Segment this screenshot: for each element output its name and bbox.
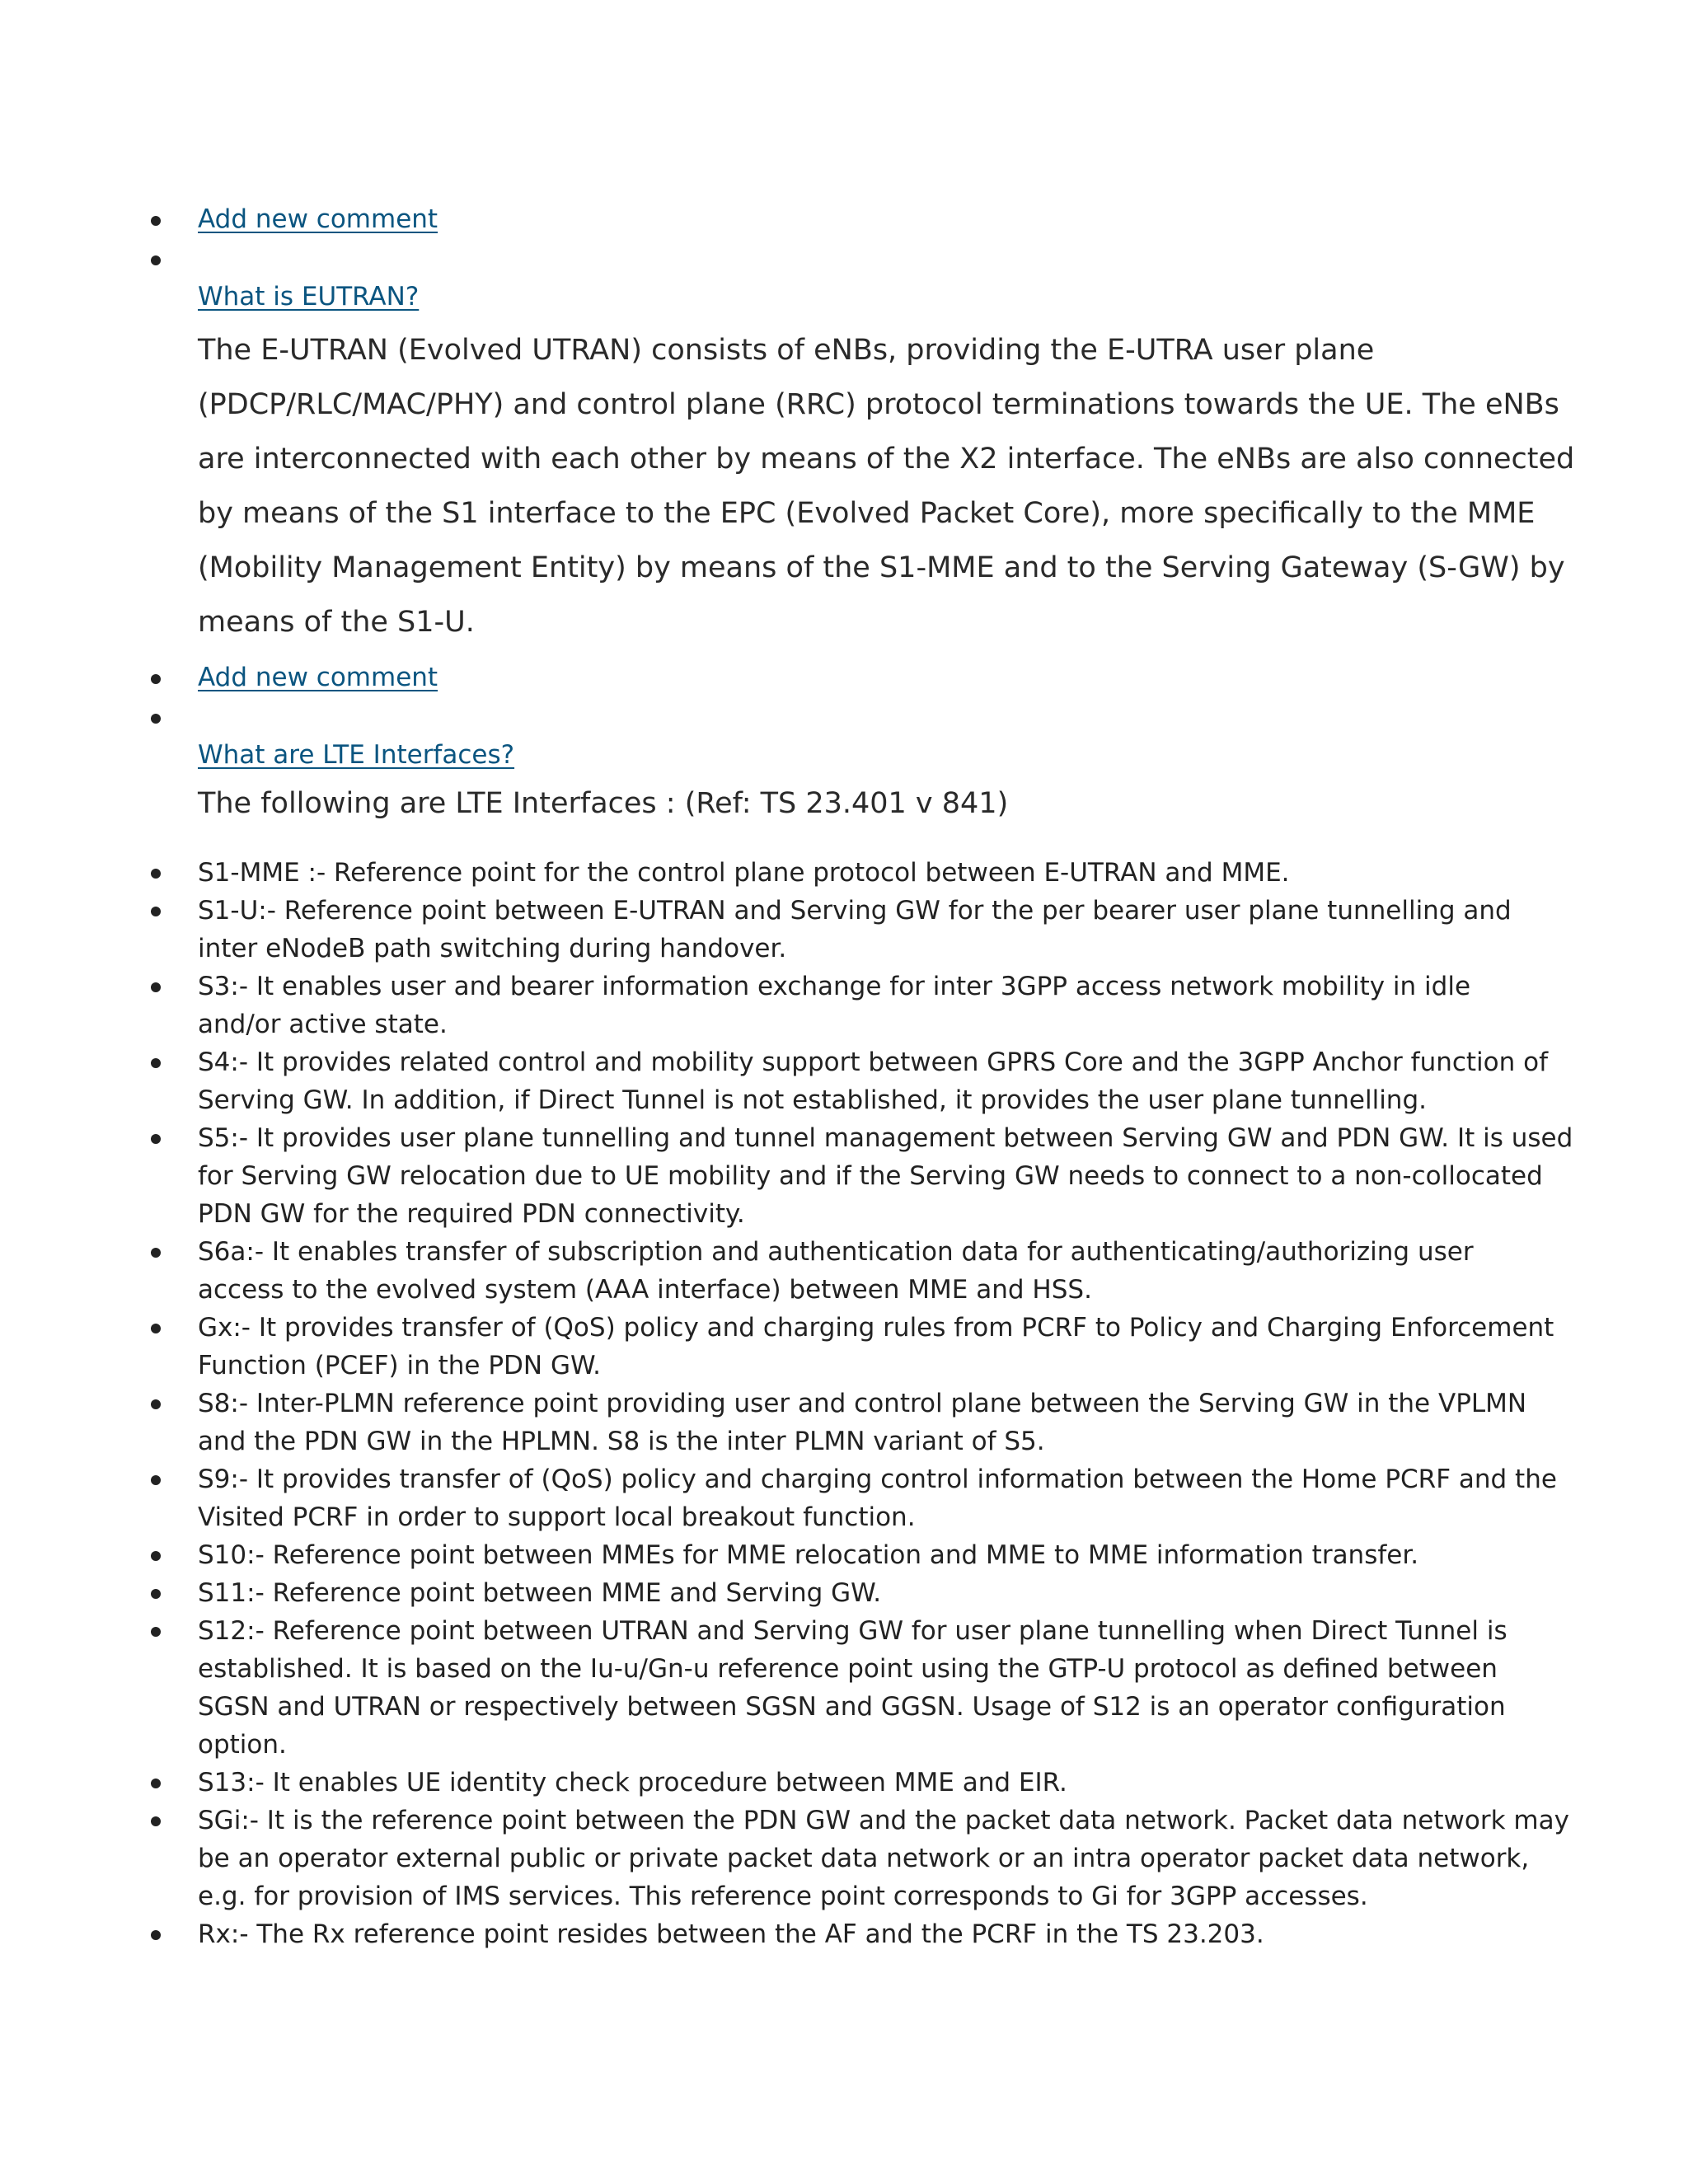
interface-line: e.g. for provision of IMS services. This reference point corresponds to Gi for 3GPP accesses. bbox=[198, 1882, 1368, 1911]
bullet bbox=[151, 1779, 161, 1788]
bullet bbox=[151, 1399, 161, 1409]
interface-line: be an operator external public or private packet data network or an intra operator packet data network, bbox=[198, 1844, 1530, 1873]
bullet bbox=[151, 1930, 161, 1940]
interface-line: Visited PCRF in order to support local breakout function. bbox=[198, 1502, 916, 1532]
interface-line: established. It is based on the Iu-u/Gn-u reference point using the GTP-U protocol as defined between bbox=[198, 1654, 1498, 1684]
bullet bbox=[151, 216, 161, 226]
interface-line: Rx:- The Rx reference point resides between the AF and the PCRF in the TS 23.203. bbox=[198, 1919, 1264, 1949]
interface-item bbox=[198, 1802, 1569, 1915]
interface-line: S8:- Inter-PLMN reference point providing user and control plane between the Serving GW in the VPLMN bbox=[198, 1389, 1527, 1418]
bullet bbox=[151, 1589, 161, 1599]
interface-line: SGi:- It is the reference point between the PDN GW and the packet data network. Packet data network may bbox=[198, 1806, 1569, 1835]
interface-line: Gx:- It provides transfer of (QoS) policy and charging rules from PCRF to Policy and Charging Enforcement bbox=[198, 1313, 1554, 1343]
bullet bbox=[151, 1134, 161, 1144]
interface-line: S9:- It provides transfer of (QoS) policy and charging control information between the Home PCRF and the bbox=[198, 1465, 1557, 1494]
interface-item bbox=[198, 1536, 1418, 1574]
question-link-lte-interfaces[interactable]: What are LTE Interfaces? bbox=[198, 740, 515, 770]
interface-line: for Serving GW relocation due to UE mobility and if the Serving GW needs to connect to a non-collocated bbox=[198, 1161, 1543, 1191]
interface-line: Function (PCEF) in the PDN GW. bbox=[198, 1351, 601, 1380]
interface-line: access to the evolved system (AAA interface) between MME and HSS. bbox=[198, 1275, 1092, 1305]
interface-line: S6a:- It enables transfer of subscription and authentication data for authenticating/authorizing user bbox=[198, 1237, 1474, 1267]
interface-line: Serving GW. In addition, if Direct Tunnel is not established, it provides the user plane tunnelling. bbox=[198, 1085, 1427, 1115]
answer-line: (PDCP/RLC/MAC/PHY) and control plane (RRC) protocol terminations towards the UE. The eNBs bbox=[198, 388, 1559, 421]
bullet bbox=[151, 1058, 161, 1068]
interface-item bbox=[198, 1915, 1264, 1953]
interface-item bbox=[198, 968, 1470, 1043]
answer-line: The E-UTRAN (Evolved UTRAN) consists of eNBs, providing the E-UTRA user plane bbox=[198, 334, 1375, 367]
lte-interfaces-intro: The following are LTE Interfaces : (Ref: TS 23.401 v 841) bbox=[198, 787, 1009, 820]
interface-line: S3:- It enables user and bearer information exchange for inter 3GPP access network mobility in idle bbox=[198, 972, 1471, 1001]
bullet bbox=[151, 1248, 161, 1258]
interface-item bbox=[198, 1233, 1474, 1309]
interface-item bbox=[198, 1574, 881, 1612]
eutran-answer bbox=[198, 323, 1575, 649]
interface-line: and/or active state. bbox=[198, 1010, 448, 1039]
interface-line: S11:- Reference point between MME and Serving GW. bbox=[198, 1578, 882, 1608]
answer-line: means of the S1-U. bbox=[198, 606, 475, 639]
interface-item bbox=[198, 1460, 1557, 1536]
interface-item bbox=[198, 1309, 1554, 1385]
interface-line: PDN GW for the required PDN connectivity. bbox=[198, 1199, 745, 1229]
answer-line: are interconnected with each other by means of the X2 interface. The eNBs are also connected bbox=[198, 443, 1575, 476]
interface-line: S1-U:- Reference point between E-UTRAN and Serving GW for the per bearer user plane tunnelling and bbox=[198, 896, 1512, 926]
bullet bbox=[151, 907, 161, 916]
answer-line: (Mobility Management Entity) by means of the S1-MME and to the Serving Gateway (S-GW) by bbox=[198, 551, 1565, 584]
interface-line: S5:- It provides user plane tunnelling and tunnel management between Serving GW and PDN GW. It is used bbox=[198, 1123, 1573, 1153]
answer-line: by means of the S1 interface to the EPC (Evolved Packet Core), more specifically to the MME bbox=[198, 497, 1536, 530]
interface-line: inter eNodeB path switching during handover. bbox=[198, 934, 787, 963]
interface-line: SGSN and UTRAN or respectively between SGSN and GGSN. Usage of S12 is an operator configuration bbox=[198, 1692, 1506, 1722]
bullet bbox=[151, 869, 161, 879]
add-comment-link-2[interactable]: Add new comment bbox=[198, 663, 438, 692]
add-comment-link-1[interactable]: Add new comment bbox=[198, 204, 438, 234]
bullet bbox=[151, 1324, 161, 1333]
interface-line: option. bbox=[198, 1730, 287, 1760]
interface-item bbox=[198, 854, 1290, 892]
interface-line: S4:- It provides related control and mobility support between GPRS Core and the 3GPP Anchor function of bbox=[198, 1047, 1549, 1077]
bullet bbox=[151, 1475, 161, 1485]
question-link-eutran[interactable]: What is EUTRAN? bbox=[198, 282, 420, 312]
interface-item bbox=[198, 1385, 1526, 1460]
interface-line: S13:- It enables UE identity check procedure between MME and EIR. bbox=[198, 1768, 1067, 1797]
interface-item bbox=[198, 1043, 1548, 1119]
bullet bbox=[151, 1816, 161, 1826]
interface-line: S12:- Reference point between UTRAN and Serving GW for user plane tunnelling when Direct Tunnel is bbox=[198, 1616, 1507, 1646]
interface-line: and the PDN GW in the HPLMN. S8 is the inter PLMN variant of S5. bbox=[198, 1427, 1045, 1456]
bullet bbox=[151, 982, 161, 992]
bullet bbox=[151, 255, 161, 265]
interface-line: S10:- Reference point between MMEs for MME relocation and MME to MME information transfer. bbox=[198, 1540, 1419, 1570]
interface-item bbox=[198, 1119, 1573, 1233]
bullet bbox=[151, 1627, 161, 1637]
interface-line: S1-MME :- Reference point for the control plane protocol between E-UTRAN and MME. bbox=[198, 858, 1290, 888]
bullet bbox=[151, 674, 161, 684]
interface-item bbox=[198, 892, 1512, 968]
interface-item bbox=[198, 1764, 1067, 1802]
bullet bbox=[151, 1551, 161, 1561]
bullet bbox=[151, 714, 161, 724]
interface-item bbox=[198, 1612, 1507, 1764]
